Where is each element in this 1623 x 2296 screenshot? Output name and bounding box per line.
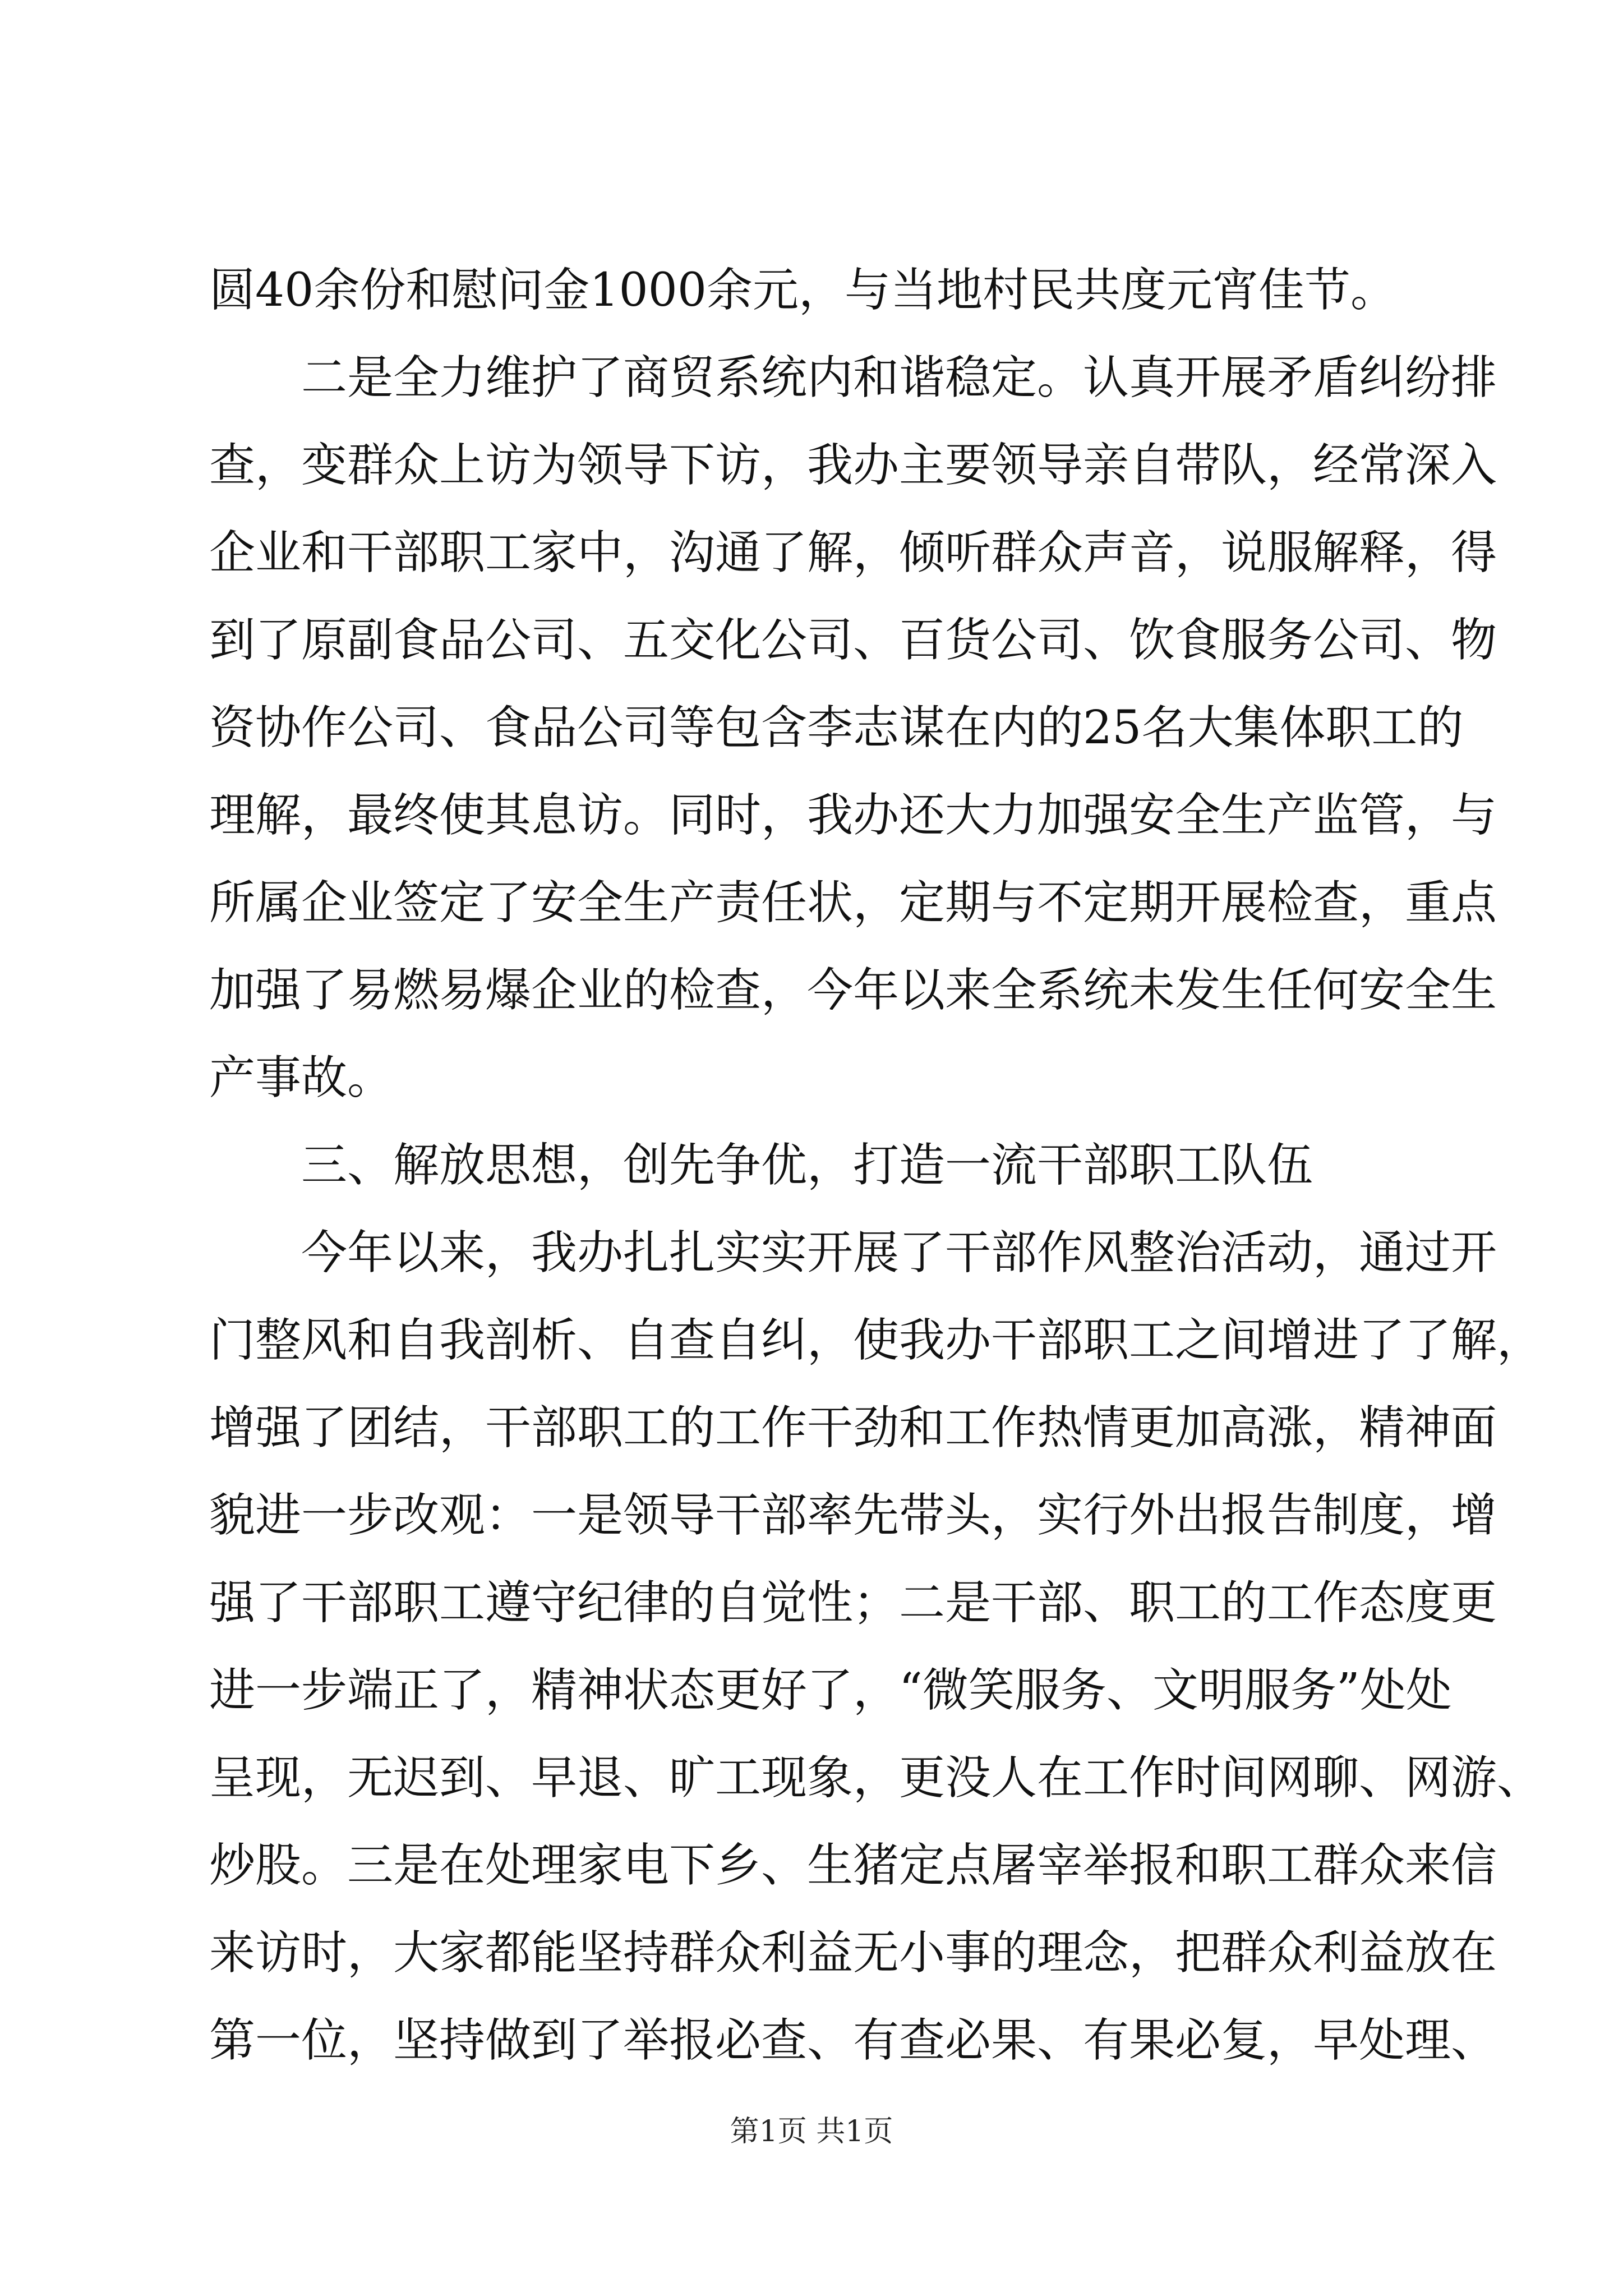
- text-line-7: 理解，最终使其息访。同时，我办还大力加强安全生产监管，与: [209, 789, 1497, 842]
- text-line-19: 炒股。三是在处理家电下乡、生猪定点屠宰举报和职工群众来信: [209, 1839, 1497, 1892]
- text-line-18: 呈现，无迟到、早退、旷工现象，更没人在工作时间网聊、网游、: [209, 1751, 1543, 1805]
- section-heading: 三、解放思想，创先争优，打造一流干部职工队伍: [301, 1139, 1313, 1192]
- text-line-12: 今年以来，我办扎扎实实开展了干部作风整治活动，通过开: [301, 1226, 1497, 1280]
- text-line-6: 资协作公司、食品公司等包含李志谋在内的25名大集体职工的: [209, 701, 1464, 754]
- text-line-10: 产事故。: [209, 1051, 394, 1105]
- text-line-8: 所属企业签定了安全生产责任状，定期与不定期开展检查，重点: [209, 876, 1497, 930]
- text-line-15: 貌进一步改观：一是领导干部率先带头，实行外出报告制度，增: [209, 1489, 1497, 1542]
- text-line-2: 二是全力维护了商贸系统内和谐稳定。认真开展矛盾纠纷排: [301, 351, 1497, 404]
- text-line-21: 第一位，坚持做到了举报必查、有查必果、有果必复，早处理、: [209, 2014, 1497, 2067]
- text-line-16: 强了干部职工遵守纪律的自觉性；二是干部、职工的工作态度更: [209, 1576, 1497, 1630]
- document-body: [209, 247, 1543, 2085]
- text-line-20: 来访时，大家都能坚持群众利益无小事的理念，把群众利益放在: [209, 1926, 1497, 1980]
- text-line-5: 到了原副食品公司、五交化公司、百货公司、饮食服务公司、物: [209, 614, 1497, 667]
- text-line-13: 门整风和自我剖析、自查自纠，使我办干部职工之间增进了了解，: [209, 1314, 1543, 1367]
- text-line-4: 企业和干部职工家中，沟通了解，倾听群众声音，说服解释，得: [209, 526, 1497, 579]
- text-line-17: 进一步端正了，精神状态更好了，“微笑服务、文明服务”处处: [209, 1664, 1452, 1717]
- page-number-footer: 第1页 共1页: [730, 2115, 893, 2148]
- text-line-1: 圆40余份和慰问金1000余元，与当地村民共度元宵佳节。: [209, 264, 1397, 317]
- text-line-3: 查，变群众上访为领导下访，我办主要领导亲自带队，经常深入: [209, 439, 1497, 492]
- text-line-9: 加强了易燃易爆企业的检查，今年以来全系统未发生任何安全生: [209, 964, 1497, 1017]
- text-line-14: 增强了团结，干部职工的工作干劲和工作热情更加高涨，精神面: [209, 1401, 1497, 1455]
